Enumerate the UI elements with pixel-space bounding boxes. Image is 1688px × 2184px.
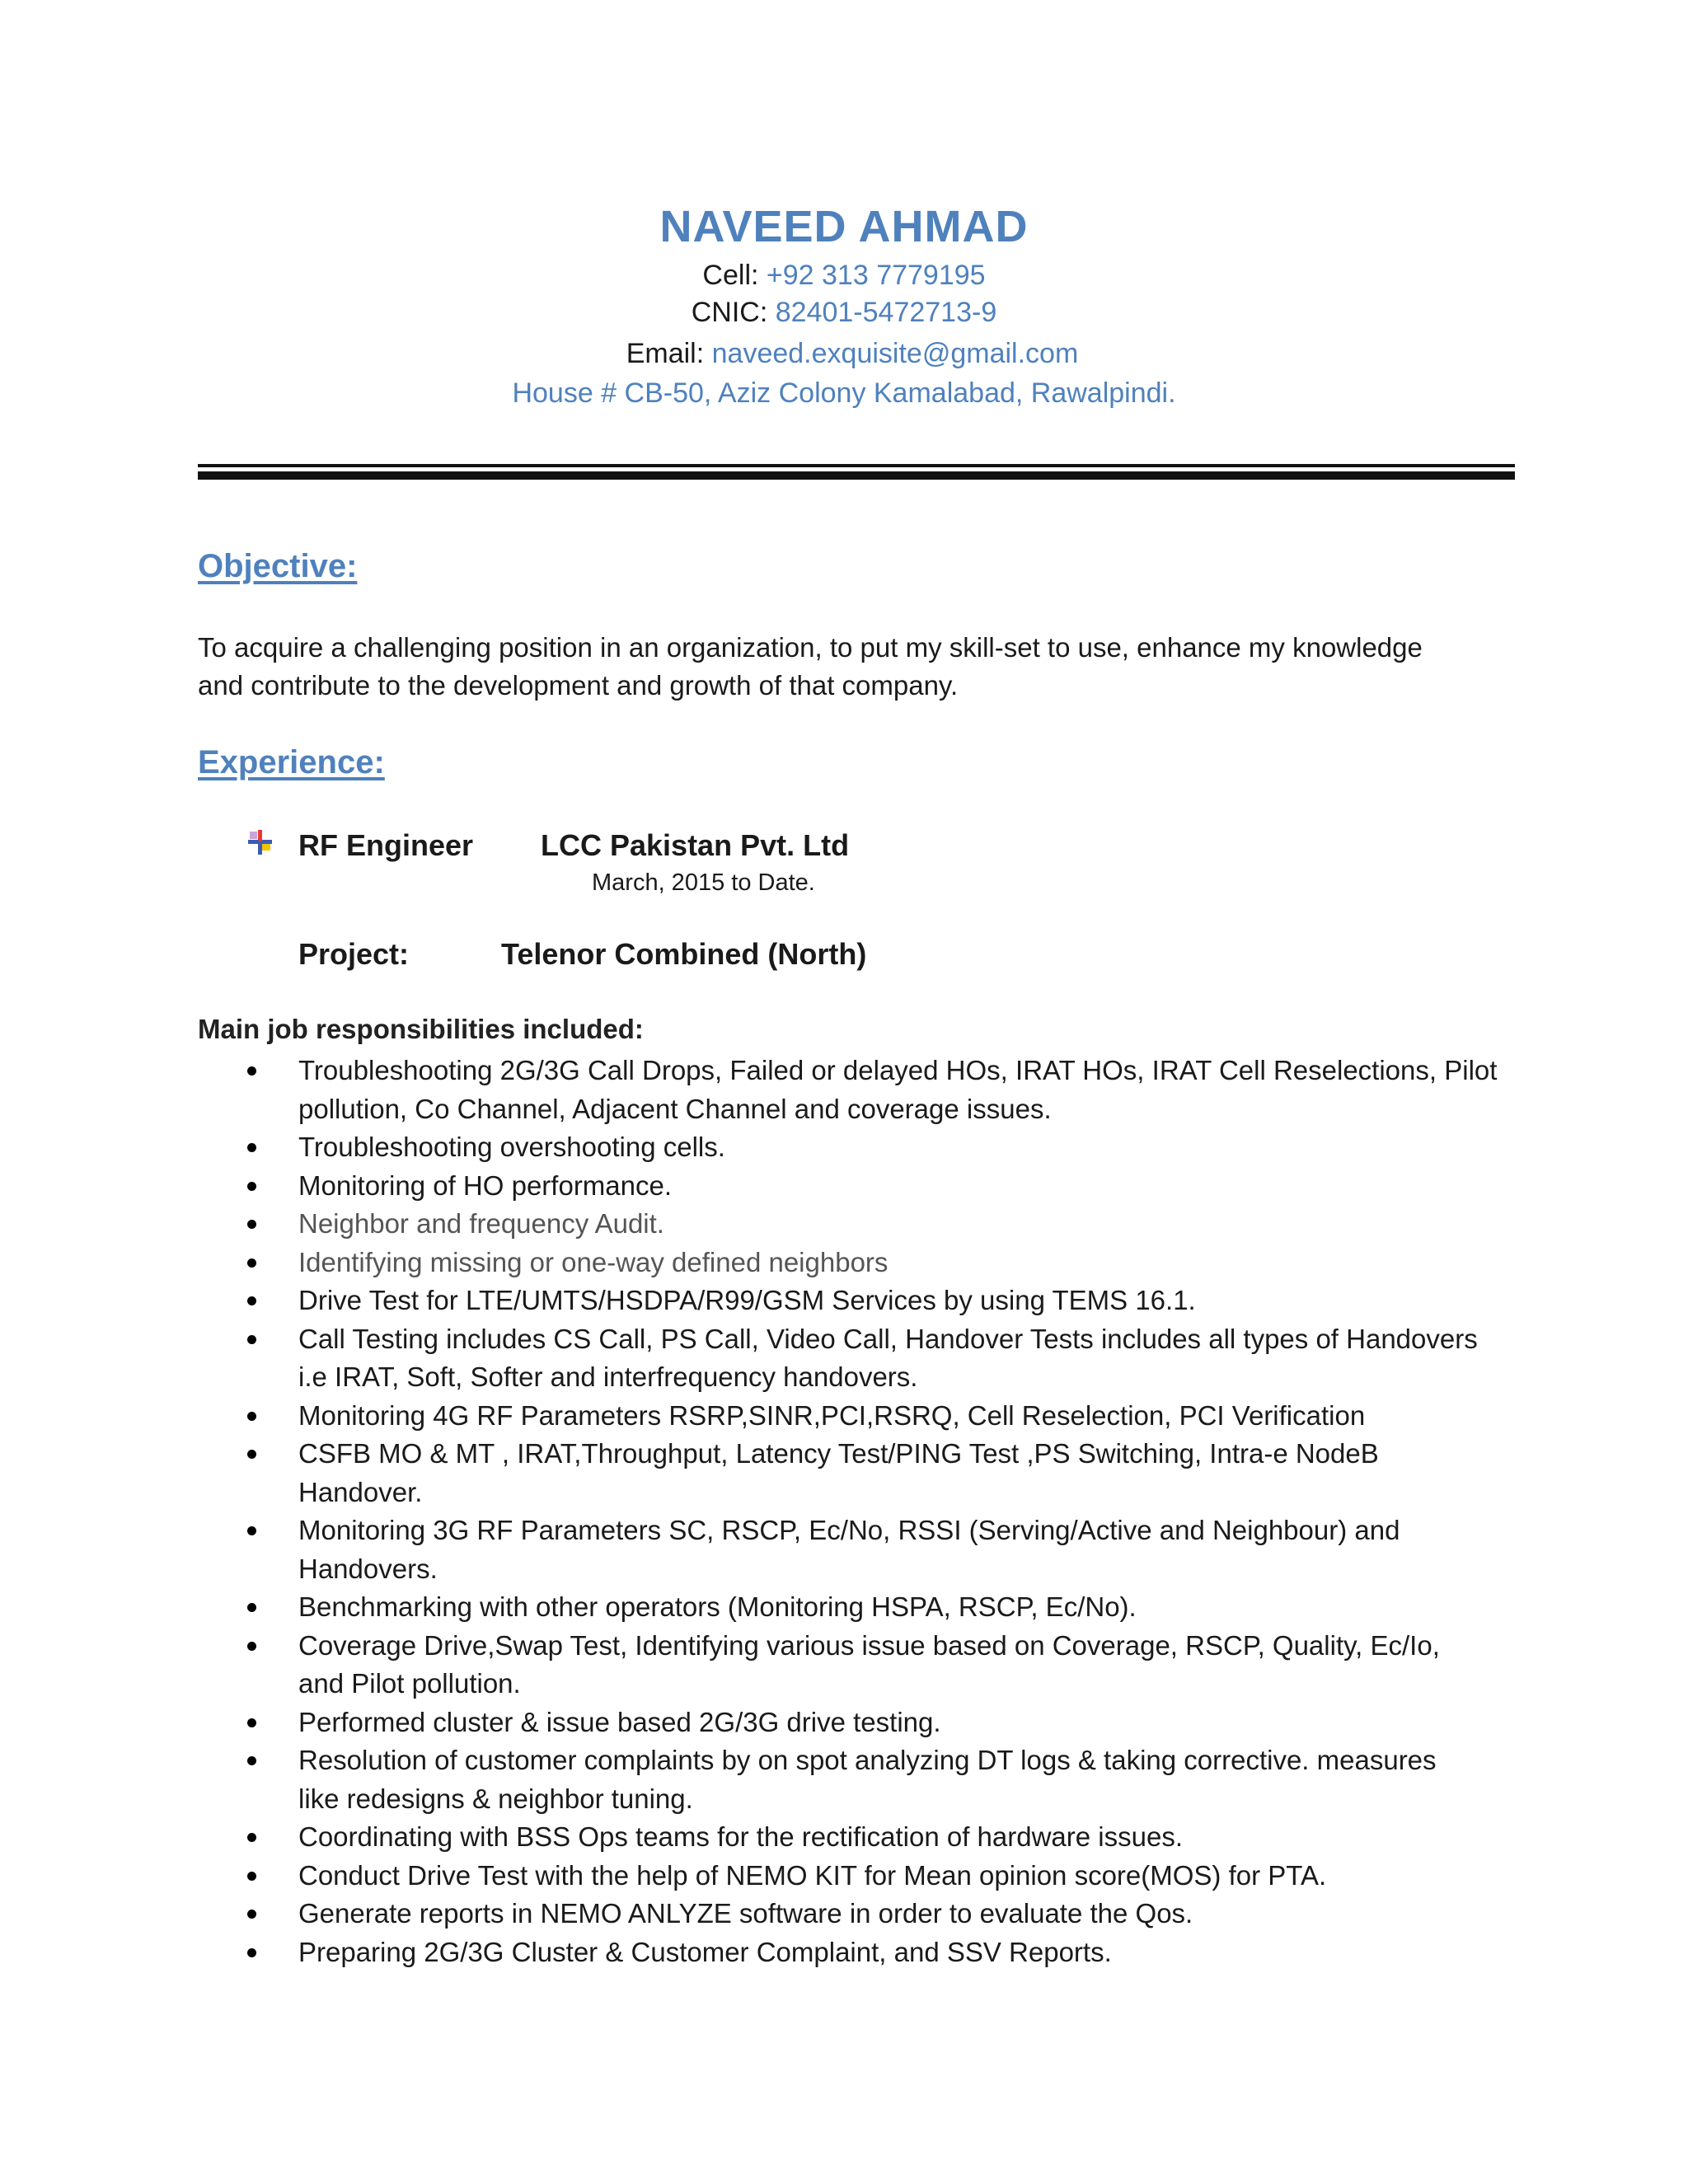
list-item xyxy=(198,1588,1517,1627)
objective-heading: Objective: xyxy=(198,548,358,584)
list-item-line: Performed cluster & issue based 2G/3G drive testing. xyxy=(298,1706,941,1737)
list-item-line: Handover. xyxy=(298,1476,423,1507)
list-item-line: Generate reports in NEMO ANLYZE software in order to evaluate the Qos. xyxy=(298,1898,1193,1929)
list-item-line: Coverage Drive,Swap Test, Identifying various issue based on Coverage, RSCP, Quality, Ec/Io, xyxy=(298,1629,1440,1661)
list-item xyxy=(198,1933,1517,1972)
list-item-line: i.e IRAT, Soft, Softer and interfrequency handovers. xyxy=(298,1361,918,1392)
list-item-line: Monitoring of HO performance. xyxy=(298,1169,673,1201)
list-item-line: Monitoring 4G RF Parameters RSRP,SINR,PCI,RSRQ, Cell Reselection, PCI Verification xyxy=(298,1399,1366,1431)
project-name: Telenor Combined (North) xyxy=(501,937,867,971)
list-item xyxy=(198,1397,1517,1436)
list-item-line: Call Testing includes CS Call, PS Call, Video Call, Handover Tests includes all types of Handovers xyxy=(298,1323,1478,1354)
list-item xyxy=(198,1282,1517,1320)
cnic-line xyxy=(0,297,1688,329)
divider-thin xyxy=(198,464,1515,467)
list-item-line: Monitoring 3G RF Parameters SC, RSCP, Ec/No, RSSI (Serving/Active and Neighbour) and xyxy=(298,1515,1400,1545)
responsibilities-list xyxy=(198,1052,1517,1971)
list-item-line: Conduct Drive Test with the help of NEMO KIT for Mean opinion score(MOS) for PTA. xyxy=(298,1859,1327,1891)
candidate-name: NAVEED AHMAD xyxy=(659,202,1029,251)
experience-heading: Experience: xyxy=(198,744,385,780)
address: House # CB-50, Aziz Colony Kamalabad, Rawalpindi. xyxy=(512,377,1176,409)
cell-label: Cell: xyxy=(702,260,759,291)
job-company: LCC Pakistan Pvt. Ltd xyxy=(541,828,850,862)
list-item xyxy=(198,1818,1517,1857)
list-item-line: Benchmarking with other operators (Monitoring HSPA, RSCP, Ec/No). xyxy=(298,1591,1137,1622)
colored-cross-bullet-icon xyxy=(246,828,274,856)
list-item-line: Identifying missing or one-way defined neighbors xyxy=(298,1246,889,1277)
objective-line: To acquire a challenging position in an organization, to put my skill-set to use, enhance my knowledge xyxy=(198,632,1423,663)
list-item xyxy=(198,1741,1517,1818)
list-item xyxy=(198,1857,1517,1896)
list-item xyxy=(198,1627,1517,1704)
list-item xyxy=(198,1052,1517,1128)
email-label: Email: xyxy=(626,338,705,369)
job-title: RF Engineer xyxy=(298,828,474,862)
list-item-line: Resolution of customer complaints by on spot analyzing DT logs & taking corrective. measures xyxy=(298,1745,1437,1775)
cnic-value: 82401-5472713-9 xyxy=(775,297,997,328)
job-dates: March, 2015 to Date. xyxy=(592,869,815,896)
list-item-line: CSFB MO & MT , IRAT,Throughput, Latency Test/PING Test ,PS Switching, Intra-e NodeB xyxy=(298,1438,1379,1469)
list-item-line: Troubleshooting 2G/3G Call Drops, Failed or delayed HOs, IRAT HOs, IRAT Cell Reselections, Pilot xyxy=(298,1055,1498,1085)
list-item-line: like redesigns & neighbor tuning. xyxy=(298,1783,693,1814)
list-item xyxy=(198,1128,1517,1167)
list-item xyxy=(198,1205,1517,1244)
list-item xyxy=(198,1704,1517,1742)
cnic-label: CNIC: xyxy=(691,297,768,328)
list-item-line: Drive Test for LTE/UMTS/HSDPA/R99/GSM Services by using TEMS 16.1. xyxy=(298,1285,1196,1315)
email-line xyxy=(8,338,1688,370)
responsibilities-title: Main job responsibilities included: xyxy=(198,1014,644,1044)
list-item-line: Handovers. xyxy=(298,1553,438,1584)
list-item-line: pollution, Co Channel, Adjacent Channel and coverage issues. xyxy=(298,1093,1052,1124)
list-item-line: Troubleshooting overshooting cells. xyxy=(298,1132,725,1162)
list-item xyxy=(198,1895,1517,1933)
list-item xyxy=(198,1244,1517,1282)
list-item-line: Preparing 2G/3G Cluster & Customer Complaint, and SSV Reports. xyxy=(298,1936,1112,1967)
list-item-line: and Pilot pollution. xyxy=(298,1668,521,1699)
objective-text xyxy=(198,629,1517,705)
cell-value: +92 313 7779195 xyxy=(766,260,986,291)
list-item xyxy=(198,1167,1517,1206)
project-label: Project: xyxy=(298,937,410,971)
list-item-line: Neighbor and frequency Audit. xyxy=(298,1208,664,1239)
list-item-line: Coordinating with BSS Ops teams for the rectification of hardware issues. xyxy=(298,1821,1183,1852)
objective-line: and contribute to the development and growth of that company. xyxy=(198,670,959,701)
divider-thick xyxy=(198,471,1515,480)
cell-line xyxy=(0,260,1688,292)
list-item xyxy=(198,1511,1517,1588)
list-item xyxy=(198,1320,1517,1397)
email-link[interactable]: naveed.exquisite@gmail.com xyxy=(711,338,1079,369)
list-item xyxy=(198,1435,1517,1511)
